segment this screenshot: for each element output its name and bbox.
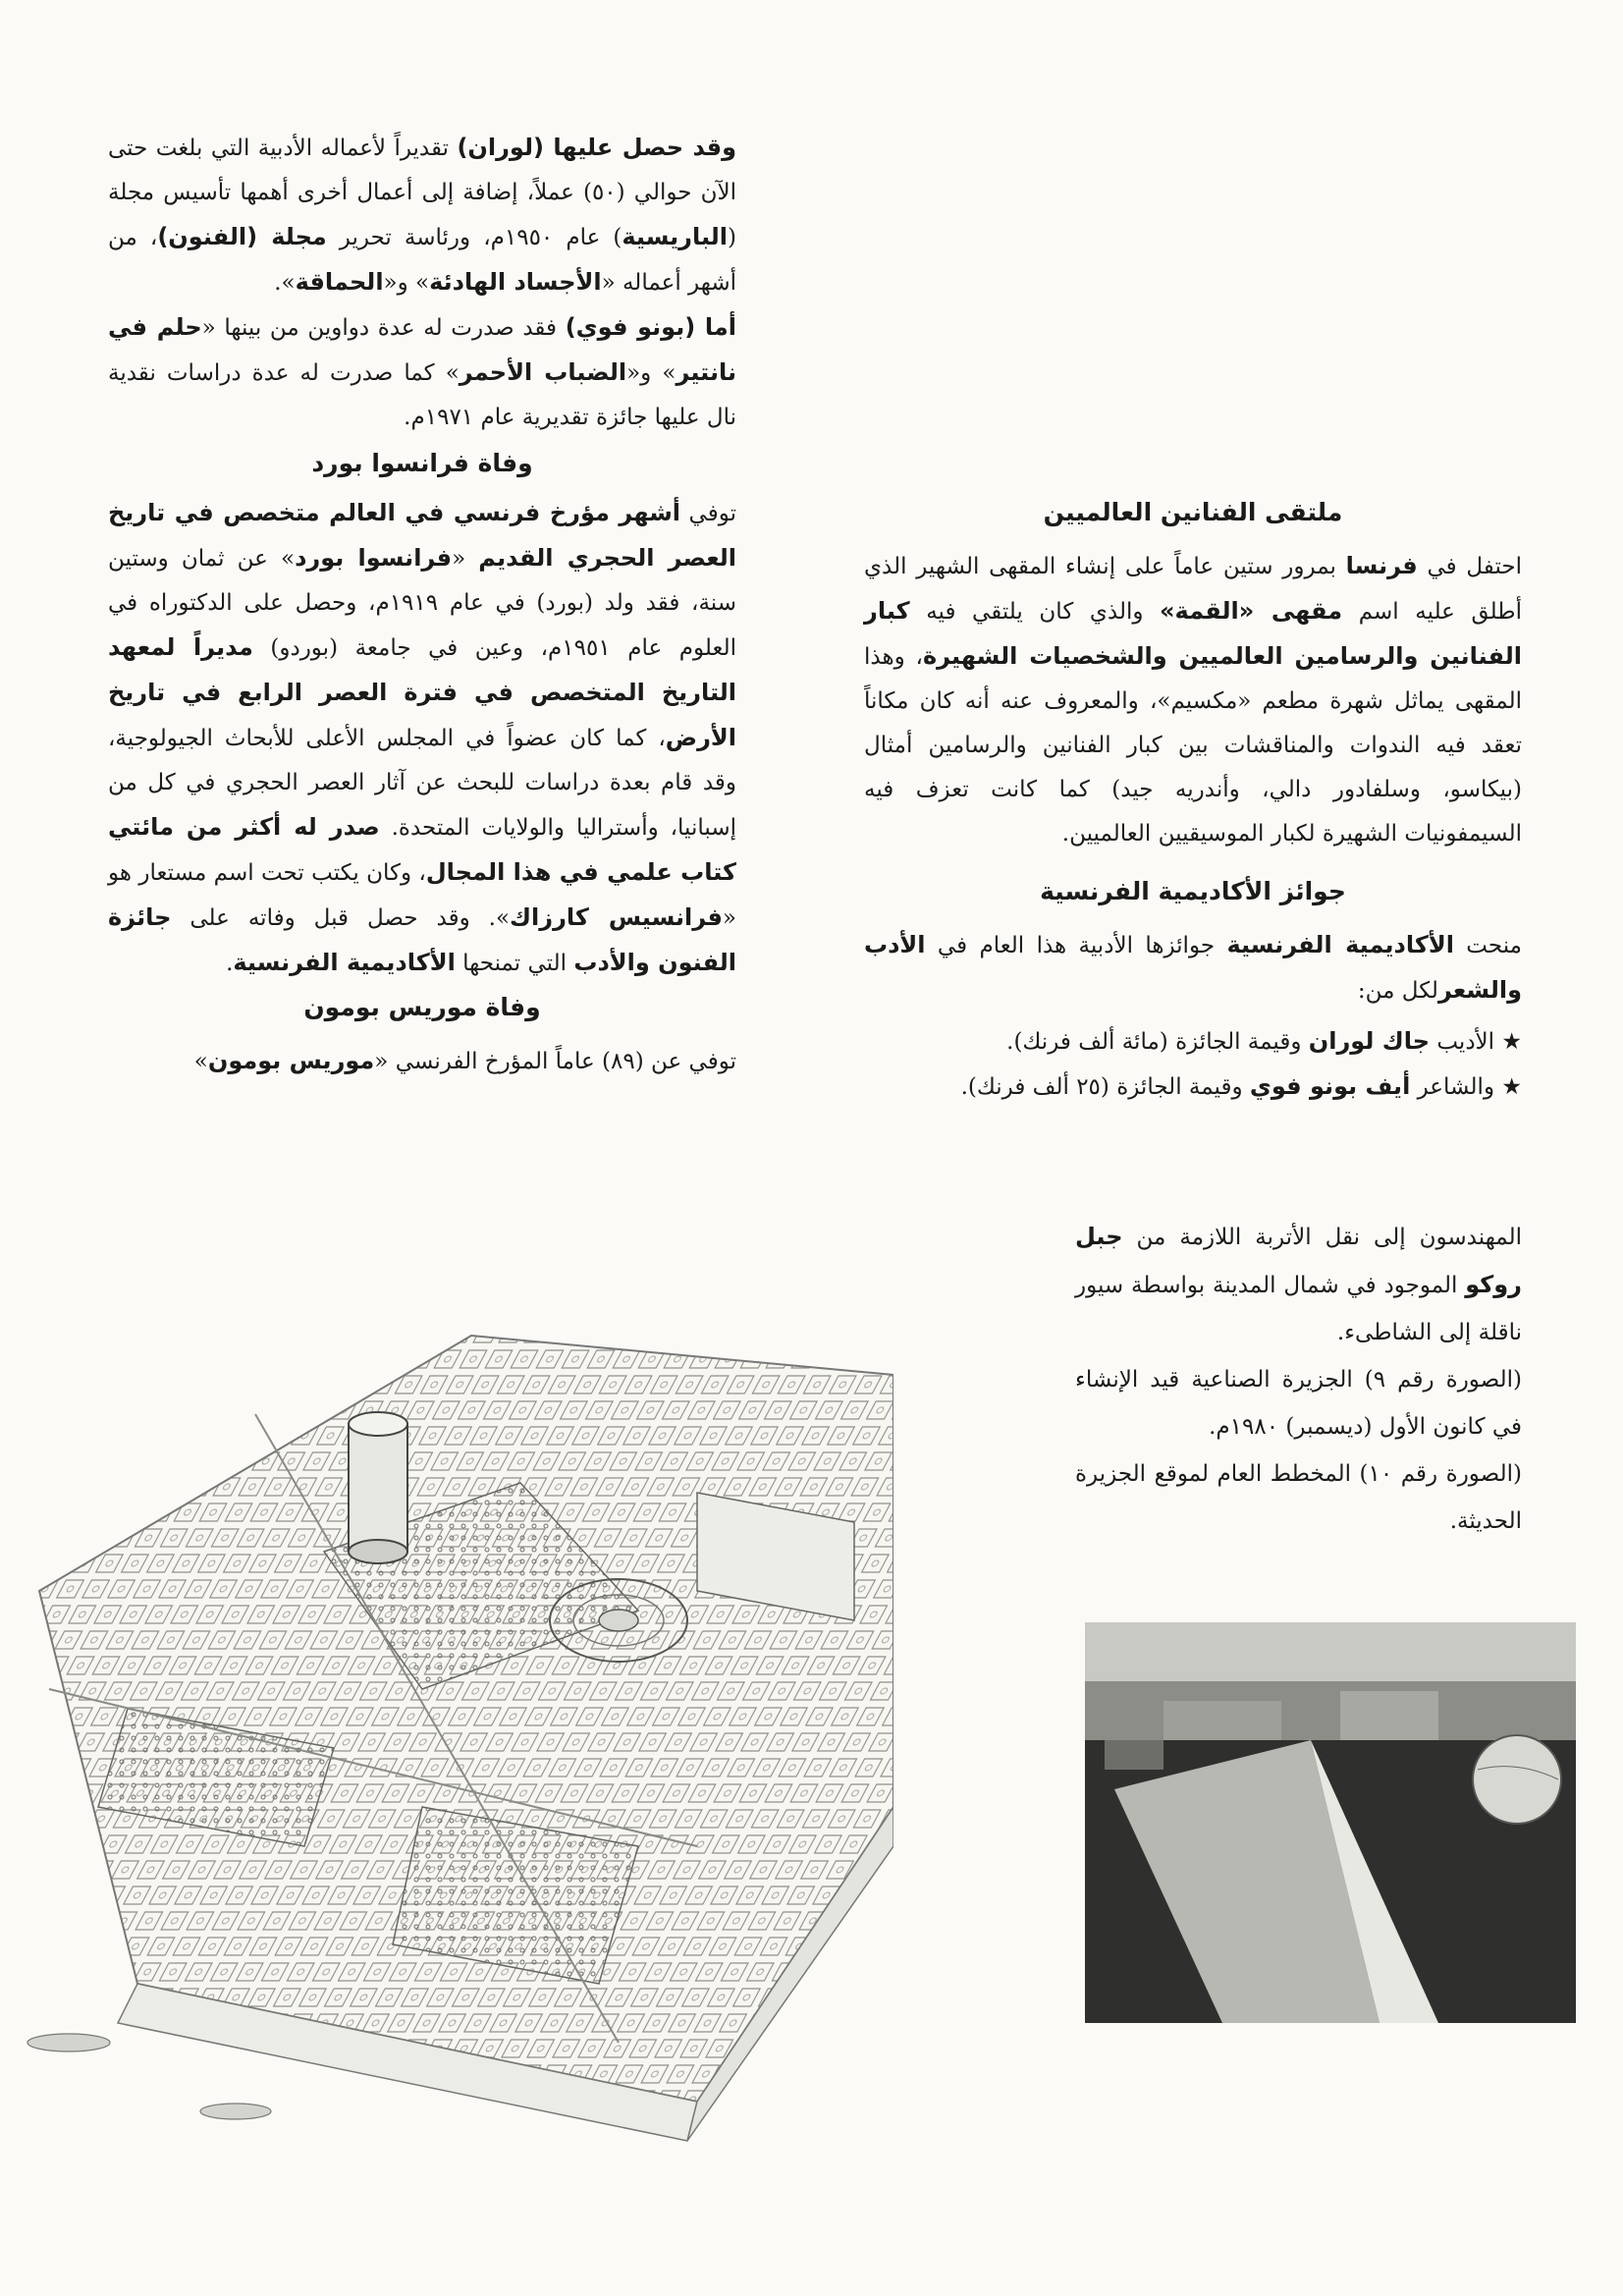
bordes-heading: وفاة فرانسوا بورد — [311, 449, 533, 477]
bordes-paragraph: توفي أشهر مؤرخ فرنسي في العالم متخصص في تاريخ العصر الحجري القديم «فرانسوا بورد» عن ثمان وستين سنة، فقد ولد (بورد) في عام ١٩١٩م، وحصل على الدكتوراه في العلوم عام ١٩٥١م، وعين في جامعة (بوردو) مديراً لمعهد التاريخ المتخصص في فترة العصر الرابع في تاريخ الأرض، كما كان عضواً في المجلس الأعلى للأبحاث الجيولوجية، وقد قام بعدة دراسات للبحث عن آثار العصر الحجري في كل من إسبانيا، وأستراليا والولايات المتحدة. صدر له أكثر من مائتي كتاب علمي في هذا المجال، وكان يكتب تحت اسم مستعار هو «فرانسيس كارزاك». وقد حصل قبل وفاته على جائزة الفنون والأدب التي تمنحها الأكاديمية الفرنسية. — [108, 499, 737, 976]
cafe-paragraph: احتفل في فرنسا بمرور ستين عاماً على إنشاء المقهى الشهير الذي أطلق عليه اسم مقهى «القمة» والذي كان يلتقي فيه كبار الفنانين والرسامين العالميين والشخصيات الشهيرة، وهذا المقهى يماثل شهرة مطعم «مكسيم»، والمعروف عنه أنه كان مكاناً تعقد فيه الندوات والمناقشات بين كبار الفنانين والرسامين أمثال (بيكاسو، وسلفادور دالي، وأندريه جيد) كما كانت تعزف فيه السيمفونيات الشهيرة لكبار الموسيقيين العالميين. — [864, 552, 1522, 847]
island-construction-photo — [1085, 1622, 1576, 2023]
awards-paragraph: منحت الأكاديمية الفرنسية جوائزها الأدبية هذا العام في الأدب والشعرلكل من: — [864, 931, 1522, 1004]
earth-transport-paragraph: المهندسون إلى نقل الأتربة اللازمة من جبل روكو الموجود في شمال المدينة بواسطة سيور ناقلة إلى الشاطىء. — [1075, 1223, 1522, 1345]
island-master-plan-drawing — [10, 1296, 893, 2160]
artists-meeting-heading: ملتقى الفنانين العالميين — [1043, 498, 1343, 526]
award-item-lorrain: ★ الأديب جاك لوران وقيمة الجائزة (مائة ألف فرنك). — [864, 1019, 1522, 1065]
photo-10-caption: (الصورة رقم ١٠) المخطط العام لموقع الجزيرة الحديثة. — [1075, 1461, 1523, 1534]
lorrain-paragraph: وقد حصل عليها (لوران) تقديراً لأعماله الأدبية التي بلغت حتى الآن حوالي (٥٠) عملاً، إضافة إلى أعمال أخرى أهمها تأسيس مجلة (الباريسية) عام ١٩٥٠م، ورئاسة تحرير مجلة (الفنون)، من أشهر أعماله «الأجساد الهادئة» و«الحماقة». — [108, 134, 737, 296]
photo-9-caption: (الصورة رقم ٩) الجزيرة الصناعية قيد الإنشاء في كانون الأول (ديسمبر) ١٩٨٠م. — [1075, 1367, 1522, 1440]
bonnefoy-paragraph: أما (بونو فوي) فقد صدرت له عدة دواوين من بينها «حلم في نانتير» و«الضباب الأحمر» كما صدرت له عدة دراسات نقدية نال عليها جائزة تقديرية عام ١٩٧١م. — [108, 313, 737, 430]
right-column — [864, 491, 1522, 1110]
award-item-bonnefoy: ★ والشاعر أيف بونو فوي وقيمة الجائزة (٢٥ ألف فرنك). — [864, 1065, 1522, 1110]
academy-awards-heading: جوائز الأكاديمية الفرنسية — [1040, 877, 1346, 905]
left-column — [108, 126, 736, 1084]
caption-column — [1075, 1213, 1522, 1545]
beaumont-paragraph: توفي عن (٨٩) عاماً المؤرخ الفرنسي «موريس بومون» — [193, 1047, 736, 1074]
beaumont-heading: وفاة موريس بومون — [303, 993, 541, 1021]
